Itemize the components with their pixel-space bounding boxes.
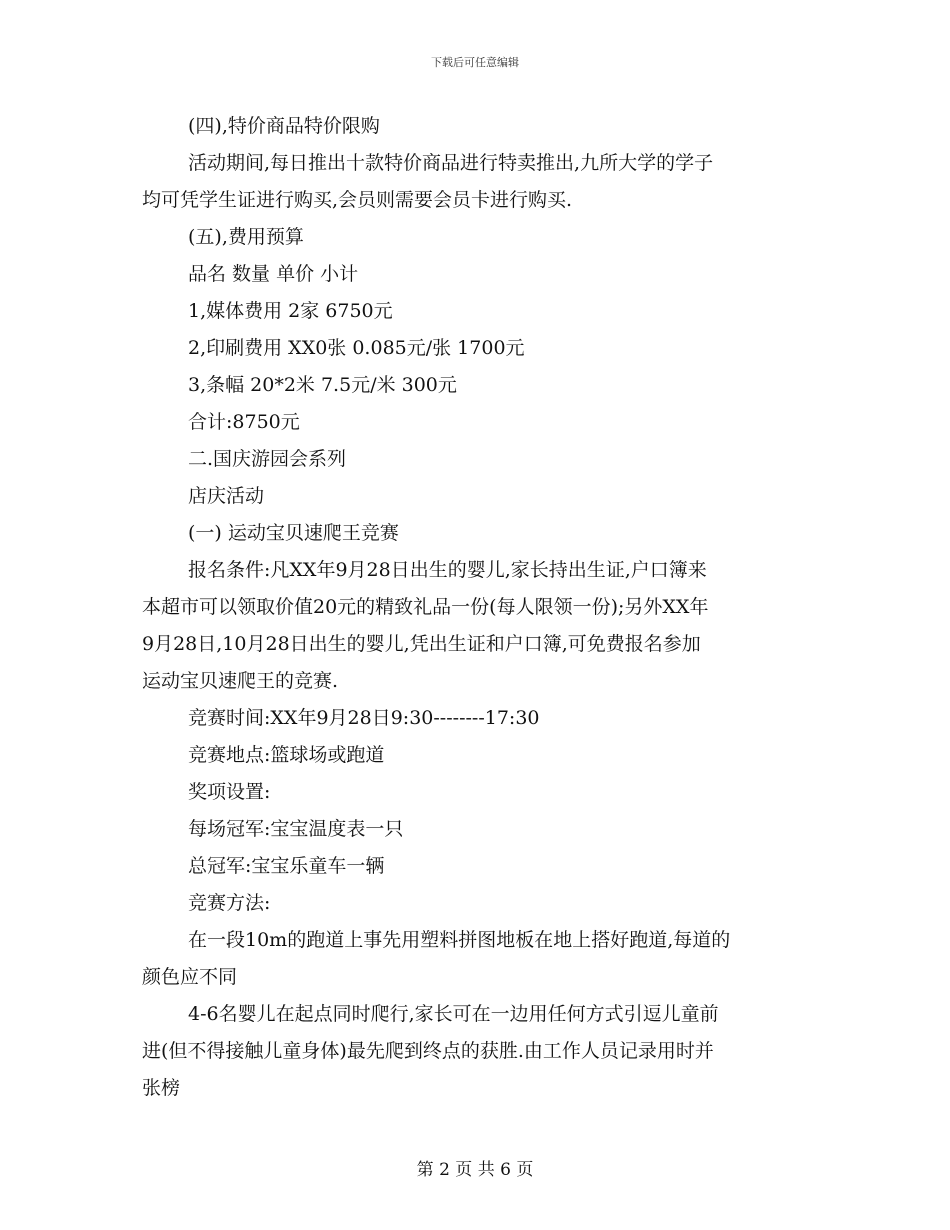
text-line: 均可凭学生证进行购买,会员则需要会员卡进行购买. <box>142 189 573 211</box>
text-line: 2,印刷费用 XX0张 0.085元/张 1700元 <box>188 337 525 359</box>
text-line: 合计:8750元 <box>188 411 300 433</box>
text-line: 3,条幅 20*2米 7.5元/米 300元 <box>188 374 457 396</box>
text-line: 4-6名婴儿在起点同时爬行,家长可在一边用任何方式引逗儿童前 <box>188 1003 719 1025</box>
text-line: 运动宝贝速爬王的竞赛. <box>142 670 339 692</box>
text-line: 活动期间,每日推出十款特价商品进行特卖推出,九所大学的学子 <box>188 152 714 174</box>
text-line: 在一段10m的跑道上事先用塑料拼图地板在地上搭好跑道,每道的 <box>188 929 731 951</box>
text-line: 张榜 <box>142 1077 181 1099</box>
document-body <box>142 108 812 1107</box>
text-line: 本超市可以领取价值20元的精致礼品一份(每人限领一份);另外XX年 <box>142 596 709 618</box>
page-header: 下载后可任意编辑 <box>431 56 519 69</box>
text-line: 9月28日,10月28日出生的婴儿,凭出生证和户口簿,可免费报名参加 <box>142 633 701 655</box>
text-line: 竞赛地点:篮球场或跑道 <box>188 744 385 766</box>
text-line: (四),特价商品特价限购 <box>188 115 380 137</box>
text-line: 奖项设置: <box>188 781 271 803</box>
text-line: 竞赛方法: <box>188 892 271 914</box>
text-line: 总冠军:宝宝乐童车一辆 <box>188 855 385 877</box>
text-line: 进(但不得接触儿童身体)最先爬到终点的获胜.由工作人员记录用时并 <box>142 1040 714 1062</box>
text-line: 报名条件:凡XX年9月28日出生的婴儿,家长持出生证,户口簿来 <box>188 559 707 581</box>
text-line: 颜色应不同 <box>142 966 238 988</box>
page-footer: 第 2 页 共 6 页 <box>416 1160 534 1180</box>
text-line: 1,媒体费用 2家 6750元 <box>188 300 393 322</box>
text-line: 品名 数量 单价 小计 <box>188 263 359 285</box>
text-line: 店庆活动 <box>188 485 265 507</box>
text-line: 二.国庆游园会系列 <box>188 448 347 470</box>
text-line: 竞赛时间:XX年9月28日9:30--------17:30 <box>188 707 540 729</box>
text-line: 每场冠军:宝宝温度表一只 <box>188 818 404 840</box>
text-line: (五),费用预算 <box>188 226 304 248</box>
text-line: (一) 运动宝贝速爬王竞赛 <box>188 522 399 544</box>
